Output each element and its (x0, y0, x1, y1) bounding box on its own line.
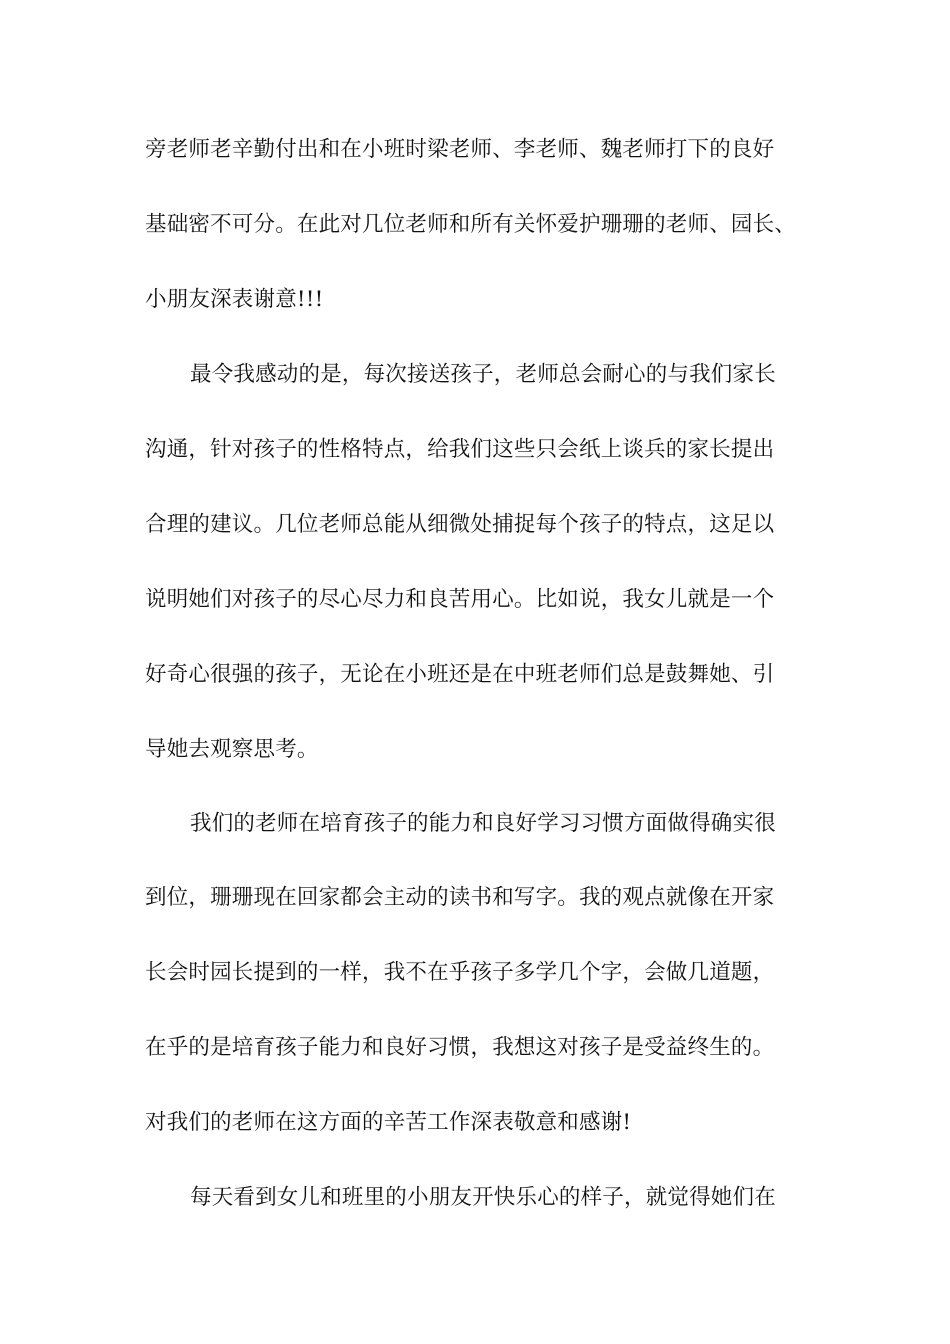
paragraph-start-line: 最令我感动的是，每次接送孩子，老师总会耐心的与我们家长 (190, 362, 776, 387)
text-line: 长会时园长提到的一样，我不在乎孩子多学几个字，会做几道题， (145, 960, 775, 985)
text-line: 导她去观察思考。 (145, 737, 319, 762)
paragraph-start-line: 每天看到女儿和班里的小朋友开快乐心的样子，就觉得她们在 (190, 1185, 776, 1210)
text-line: 旁老师老辛勤付出和在小班时梁老师、李老师、魏老师打下的良好 (145, 137, 775, 162)
text-line: 沟通，针对孩子的性格特点，给我们这些只会纸上谈兵的家长提出 (145, 437, 775, 462)
text-line: 在乎的是培育孩子能力和良好习惯，我想这对孩子是受益终生的。 (145, 1035, 775, 1060)
text-line: 合理的建议。几位老师总能从细微处捕捉每个孩子的特点，这足以 (145, 512, 775, 537)
paragraph-start-line: 我们的老师在培育孩子的能力和良好学习习惯方面做得确实很 (190, 811, 776, 836)
text-line: 好奇心很强的孩子，无论在小班还是在中班老师们总是鼓舞她、引 (145, 662, 775, 687)
text-line: 对我们的老师在这方面的辛苦工作深表敬意和感谢! (145, 1110, 632, 1135)
text-line: 说明她们对孩子的尽心尽力和良苦用心。比如说，我女儿就是一个 (145, 587, 775, 612)
text-line: 到位，珊珊现在回家都会主动的读书和写字。我的观点就像在开家 (145, 885, 775, 910)
text-line: 小朋友深表谢意!!! (145, 287, 324, 312)
text-line: 基础密不可分。在此对几位老师和所有关怀爱护珊珊的老师、园长、 (145, 212, 797, 237)
